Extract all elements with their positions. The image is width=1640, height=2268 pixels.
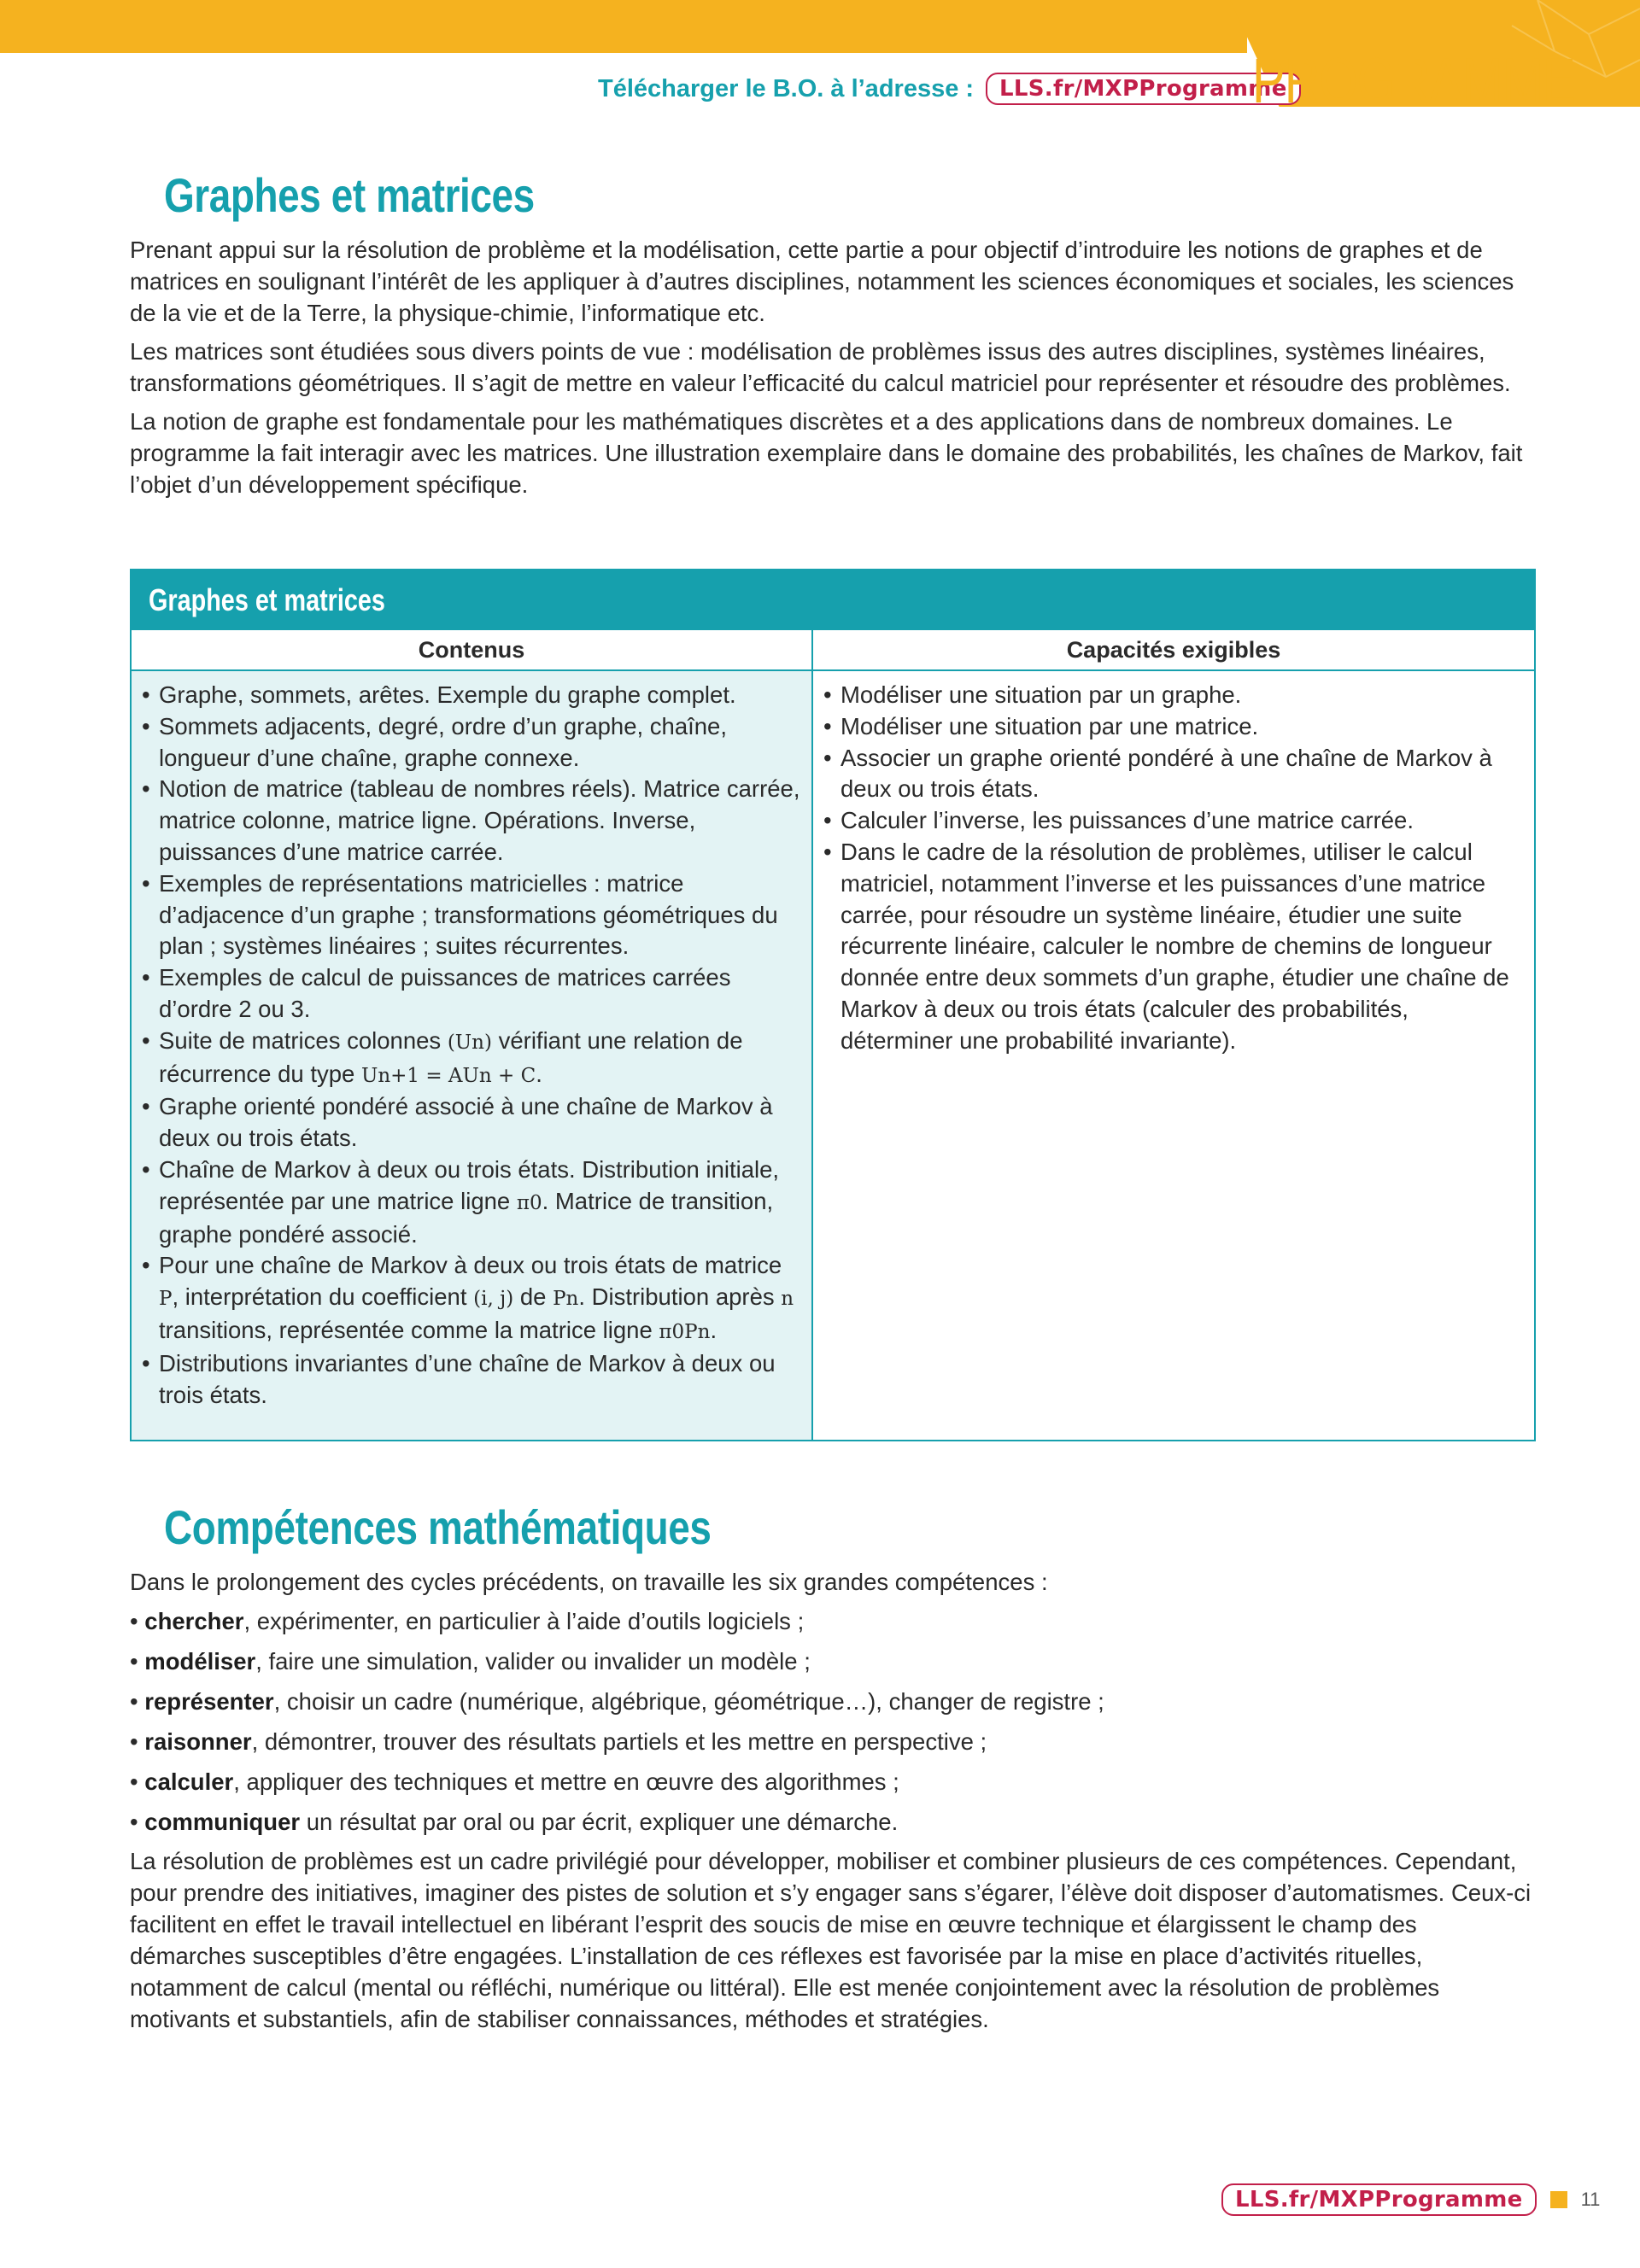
list-item: • Calculer l’inverse, les puissances d’une matrice carrée.: [823, 805, 1524, 837]
list-item: • Notion de matrice (tableau de nombres réels). Matrice carrée, matrice colonne, matrice ligne. Opérations. Inverse, puissances d’une matrice carrée.: [142, 774, 801, 868]
section-heading-competences: Compétences mathématiques: [164, 1500, 712, 1554]
page-title: PROGRAMME: [1252, 45, 1575, 116]
math-expression: Pn: [553, 1288, 579, 1311]
list-item: • Sommets adjacents, degré, ordre d’un graphe, chaîne, longueur d’une chaîne, graphe connexe.: [142, 711, 801, 775]
list-item: • Graphe, sommets, arêtes. Exemple du graphe complet.: [142, 680, 801, 711]
page-number: 11: [1580, 2189, 1601, 2210]
list-item: • Modéliser une situation par un graphe.: [823, 680, 1524, 711]
header-band: [0, 0, 1247, 53]
table-body: [132, 630, 1534, 1440]
list-item: • modéliser, faire une simulation, valider ou invalider un modèle ;: [130, 1648, 811, 1675]
contenus-header: Contenus: [132, 630, 811, 671]
paragraph: Les matrices sont étudiées sous divers points de vue : modélisation de problèmes issus des autres disciplines, systèmes linéaires, transformations géométriques. Il s’agit de mettre en valeur l’efficacité du calcul matriciel pour représenter et résoudre des problèmes.: [130, 338, 1511, 396]
competences-closing: La résolution de problèmes est un cadre privilégié pour développer, mobiliser et combiner plusieurs de ces compétences. Cependant, pour prendre des initiatives, imaginer des pistes de solution et s’y engager sans s’égarer, l’élève doit disposer d’automatismes. Ceux-ci facilitent en effet le travail intellectuel en libérant l’esprit des soucis de mise en œuvre technique et élargissent le champ des démarches susceptibles d’être engagées. L’installation de ces réflexes est favorisée par la mise en place d’activités rituelles, notamment de calcul (mental ou réfléchi, numérique ou littéral). Elle est menée conjointement avec la résolution de problèmes motivants et substantiels, afin de stabiliser connaissances, méthodes et stratégies.: [130, 1848, 1532, 2032]
square-icon: [1550, 2191, 1567, 2208]
capacites-list: [813, 671, 1534, 1057]
list-item: • communiquer un résultat par oral ou par écrit, expliquer une démarche.: [130, 1809, 899, 1835]
footer-programme-link[interactable]: LLS.fr/MXPProgramme: [1221, 2183, 1537, 2216]
intro-text: [130, 234, 1539, 507]
paragraph: La notion de graphe est fondamentale pour les mathématiques discrètes et a des applications dans de nombreux domaines. Le programme la fait interagir avec les matrices. Une illustration exemplaire dans le domaine des probabilités, les chaînes de Markov, fait l’objet d’un développement spécifique.: [130, 408, 1523, 498]
programme-link[interactable]: LLS.fr/MXPProgramme: [986, 73, 1301, 105]
list-item: • Graphe orienté pondéré associé à une chaîne de Markov à deux ou trois états.: [142, 1091, 801, 1154]
paragraph: Prenant appui sur la résolution de problème et la modélisation, cette partie a pour objectif d’introduire les notions de graphes et de matrices en soulignant l’intérêt de les appliquer à d’autres disciplines, notamment les sciences économiques et sociales, les sciences de la vie et de la Terre, la physique-chimie, l’informatique etc.: [130, 237, 1514, 326]
list-item: • Modéliser une situation par une matrice.: [823, 711, 1524, 743]
competences-list: [130, 1601, 1539, 1842]
math-expression: P: [159, 1288, 173, 1311]
list-item: • Exemples de calcul de puissances de matrices carrées d’ordre 2 ou 3.: [142, 962, 801, 1026]
math-expression: (Un): [447, 1031, 492, 1054]
list-item: • Pour une chaîne de Markov à deux ou trois états de matrice P, interprétation du coefficient (i, j) de Pn. Distribution après n transitions, représentée comme la matrice ligne π0Pn.: [142, 1250, 801, 1347]
programme-table: [130, 569, 1536, 1441]
math-expression: π0Pn: [659, 1320, 711, 1343]
competences-intro: Dans le prolongement des cycles précédents, on travaille les six grandes compétences :: [130, 1569, 1048, 1595]
capacites-column: [813, 630, 1534, 1440]
list-item: • raisonner, démontrer, trouver des résultats partiels et les mettre en perspective ;: [130, 1728, 987, 1755]
list-item: • calculer, appliquer des techniques et mettre en œuvre des algorithmes ;: [130, 1768, 899, 1795]
footer: [1221, 2181, 1600, 2218]
contenus-column: [132, 630, 813, 1440]
list-item: • Suite de matrices colonnes (Un) vérifiant une relation de récurrence du type Un+1 = AUn + C.: [142, 1026, 801, 1092]
math-expression: π0: [516, 1191, 542, 1214]
math-expression: (i, j): [473, 1288, 514, 1311]
table-title-bar: [132, 570, 1534, 630]
list-item: • représenter, choisir un cadre (numérique, algébrique, géométrique…), changer de registre ;: [130, 1688, 1104, 1715]
list-item: • Associer un graphe orienté pondéré à une chaîne de Markov à deux ou trois états.: [823, 743, 1524, 806]
download-label: Télécharger le B.O. à l’adresse :: [598, 74, 975, 102]
competences-text: [130, 1566, 1539, 2042]
download-row: [598, 67, 1301, 111]
section-heading-graphes: Graphes et matrices: [164, 168, 535, 222]
capacites-header: Capacités exigibles: [813, 630, 1534, 671]
list-item: • Dans le cadre de la résolution de problèmes, utiliser le calcul matriciel, notamment l’inverse et les puissances d’une matrice carrée, pour résoudre un système linéaire, étudier une suite récurrente linéaire, calculer le nombre de chemins de longueur donnée entre deux sommets d’un graphe, étudier une chaîne de Markov à deux ou trois états (calculer des probabilités, déterminer une probabilité invariante).: [823, 837, 1524, 1057]
list-item: • chercher, expérimenter, en particulier à l’aide d’outils logiciels ;: [130, 1608, 805, 1634]
math-expression: n: [781, 1288, 794, 1311]
contenus-list: [132, 671, 811, 1411]
list-item: • Exemples de représentations matricielles : matrice d’adjacence d’un graphe ; transformations géométriques du plan ; systèmes linéaires ; suites récurrentes.: [142, 868, 801, 962]
list-item: • Chaîne de Markov à deux ou trois états. Distribution initiale, représentée par une matrice ligne π0. Matrice de transition, graphe pondéré associé.: [142, 1154, 801, 1250]
table-title: Graphes et matrices: [149, 582, 385, 617]
list-item: • Distributions invariantes d’une chaîne de Markov à deux ou trois états.: [142, 1348, 801, 1412]
math-expression: Un+1 = AUn + C: [360, 1064, 536, 1087]
